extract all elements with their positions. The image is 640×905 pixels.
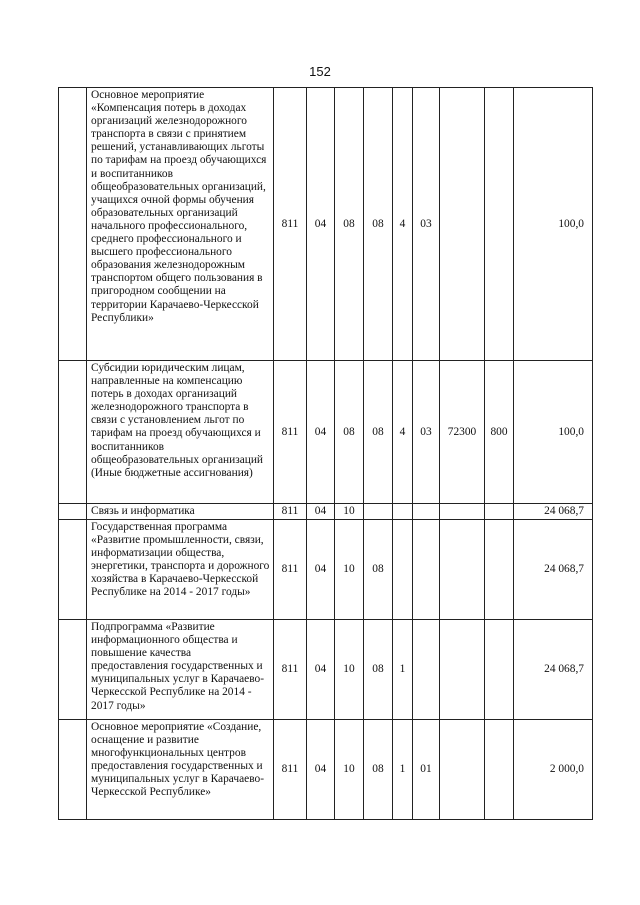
ministry-code: 811: [274, 361, 307, 504]
ministry-code: 811: [274, 720, 307, 820]
blank-cell: [59, 504, 87, 520]
table-body: [59, 88, 593, 820]
expense-type-code: [485, 88, 514, 361]
row-name: Государственная программа «Развитие промышленности, связи, информатизации общества, энергетики, транспорта и дорожного хозяйства в Карачаево-Черкесской Республике на 2014 - 2017 годы»: [87, 520, 274, 620]
subprogram-code: 4: [393, 88, 413, 361]
table-row: [59, 504, 593, 520]
row-name: Субсидии юридическим лицам, направленные на компенсацию потерь в доходах организаций железнодорожного транспорта в связи с установлением льгот по тарифам на проезд обучающихся и воспитанников общеобразовательных организаций (Иные бюджетные ассигнования): [87, 361, 274, 504]
subsection-code: 10: [335, 504, 364, 520]
row-name: Подпрограмма «Развитие информационного общества и повышение качества предоставления государственных и муниципальных услуг в Карачаево-Черкесской Республике на 2014 - 2017 годы»: [87, 620, 274, 720]
direction-code: [440, 720, 485, 820]
subprogram-code: 1: [393, 720, 413, 820]
subprogram-code: [393, 520, 413, 620]
event-code: [413, 620, 440, 720]
row-name: Основное мероприятие «Создание, оснащение и развитие многофункциональных центров предоставления государственных и муниципальных услуг в Карачаево-Черкесской Республике»: [87, 720, 274, 820]
ministry-code: 811: [274, 520, 307, 620]
section-code: 04: [307, 720, 335, 820]
amount-value: 24 068,7: [514, 504, 593, 520]
direction-code: [440, 504, 485, 520]
section-code: 04: [307, 504, 335, 520]
direction-code: [440, 520, 485, 620]
subsection-code: 08: [335, 361, 364, 504]
expense-type-code: [485, 620, 514, 720]
table-row: [59, 620, 593, 720]
subprogram-code: 1: [393, 620, 413, 720]
subsection-code: 08: [335, 88, 364, 361]
section-code: 04: [307, 361, 335, 504]
event-code: 03: [413, 361, 440, 504]
blank-cell: [59, 520, 87, 620]
subsection-code: 10: [335, 620, 364, 720]
section-code: 04: [307, 88, 335, 361]
program-code: 08: [364, 88, 393, 361]
page-number: 152: [309, 64, 331, 79]
expense-type-code: [485, 504, 514, 520]
event-code: 01: [413, 720, 440, 820]
ministry-code: 811: [274, 504, 307, 520]
blank-cell: [59, 620, 87, 720]
amount-value: 100,0: [514, 361, 593, 504]
expense-type-code: [485, 720, 514, 820]
table-row: [59, 720, 593, 820]
blank-cell: [59, 720, 87, 820]
event-code: [413, 520, 440, 620]
subprogram-code: [393, 504, 413, 520]
amount-value: 2 000,0: [514, 720, 593, 820]
event-code: [413, 504, 440, 520]
ministry-code: 811: [274, 620, 307, 720]
direction-code: [440, 620, 485, 720]
program-code: 08: [364, 361, 393, 504]
ministry-code: 811: [274, 88, 307, 361]
section-code: 04: [307, 520, 335, 620]
subprogram-code: 4: [393, 361, 413, 504]
program-code: [364, 504, 393, 520]
table-row: [59, 361, 593, 504]
program-code: 08: [364, 720, 393, 820]
budget-table: [58, 87, 593, 820]
subsection-code: 10: [335, 520, 364, 620]
event-code: 03: [413, 88, 440, 361]
direction-code: 72300: [440, 361, 485, 504]
section-code: 04: [307, 620, 335, 720]
table-row: [59, 88, 593, 361]
amount-value: 100,0: [514, 88, 593, 361]
direction-code: [440, 88, 485, 361]
table-row: [59, 520, 593, 620]
program-code: 08: [364, 620, 393, 720]
amount-value: 24 068,7: [514, 520, 593, 620]
amount-value: 24 068,7: [514, 620, 593, 720]
row-name: Связь и информатика: [87, 504, 274, 520]
expense-type-code: [485, 520, 514, 620]
expense-type-code: 800: [485, 361, 514, 504]
blank-cell: [59, 88, 87, 361]
row-name: Основное мероприятие «Компенсация потерь в доходах организаций железнодорожного транспорта в связи с принятием решений, устанавливающих льготы по тарифам на проезд обучающихся и воспитанников общеобразовательных организаций, учащихся очной формы обучения образовательных организаций начального профессионального, среднего профессионального и высшего профессионального образования железнодорожным транспортом общего пользования в пригородном сообщении на территории Карачаево-Черкесской Республики»: [87, 88, 274, 361]
subsection-code: 10: [335, 720, 364, 820]
program-code: 08: [364, 520, 393, 620]
blank-cell: [59, 361, 87, 504]
